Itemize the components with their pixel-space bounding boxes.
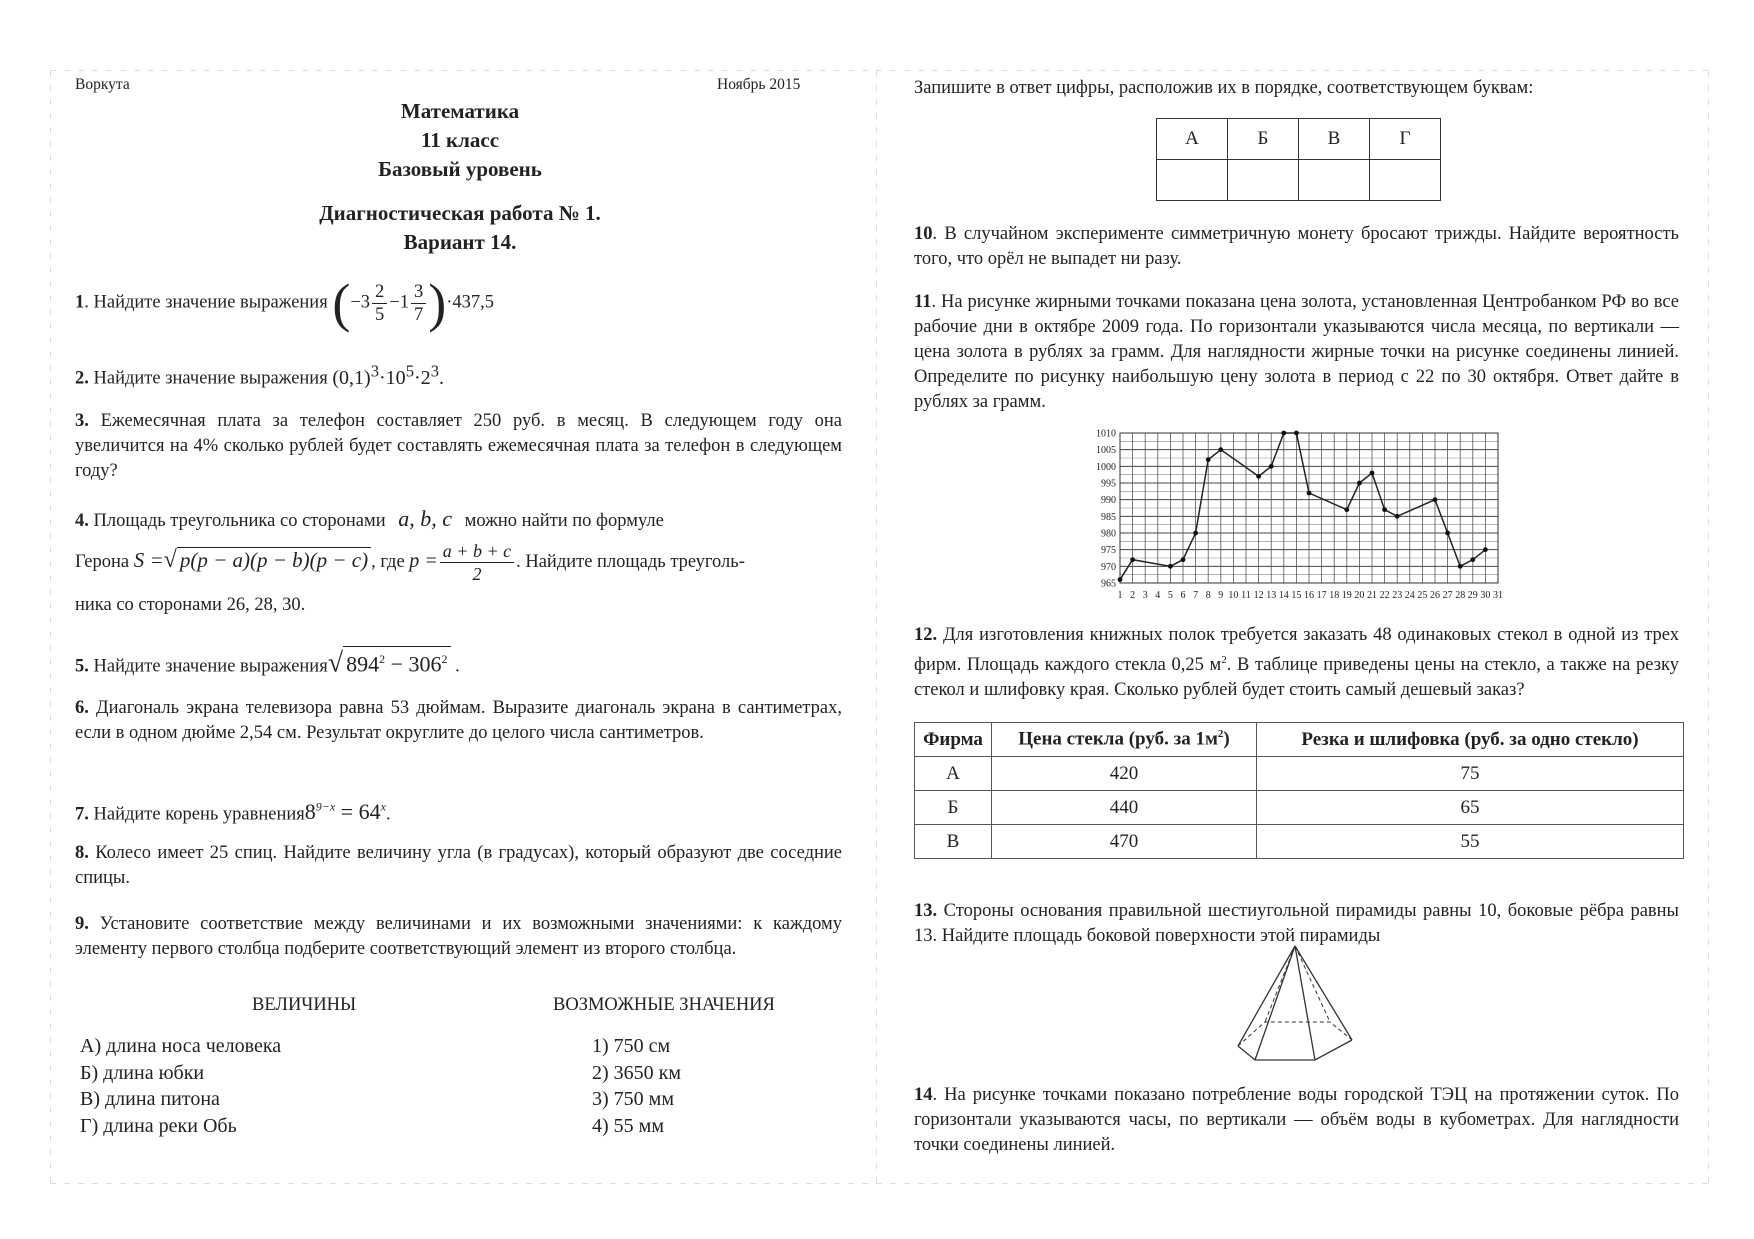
price-col-firm: Фирма	[915, 723, 992, 757]
chart-x-tick-label: 13	[1266, 590, 1277, 601]
chart-x-tick-label: 15	[1291, 590, 1302, 601]
table-row	[915, 757, 1684, 791]
chart-y-tick-label: 980	[1101, 528, 1116, 540]
q9-right-item: 2) 3650 км	[592, 1061, 682, 1084]
question-4-formula: Герона S =√ p(p − a)(p − b)(p − c) , где p = $\frac{a + b + c}{2}$ . Найдите площадь треуголь-	[75, 541, 745, 584]
chart-point	[1193, 531, 1198, 536]
chart-point	[1269, 464, 1274, 469]
q5-end: .	[455, 656, 460, 677]
q4-pnum: a + b + c	[440, 540, 514, 563]
q4-formula: S =	[133, 547, 164, 572]
q7-rhs: = 64	[340, 799, 381, 825]
q6-text: Диагональ экрана телевизора равна 53 дюймам. Выразите диагональ экрана в сантиметрах, если в одном дюйме 2,54 см. Результат округлите до целого числа сантиметров.	[75, 698, 842, 743]
variant-title: Вариант 14.	[403, 230, 517, 254]
table-row	[915, 791, 1684, 825]
q9-number: 9.	[75, 914, 89, 934]
q14-number: 14	[914, 1085, 933, 1105]
q9-left-item: В) длина питона	[80, 1088, 220, 1110]
question-1: 1. Найдите значение выражения (−3 $\frac{2}{5}$ −1 $\frac{3}{7}$ )·437,5	[75, 273, 494, 333]
chart-x-tick-label: 23	[1392, 590, 1403, 601]
chart-point	[1370, 471, 1375, 476]
chart-x-tick-label: 20	[1354, 590, 1365, 601]
cut-cell: 55	[1257, 825, 1684, 859]
q10-text: . В случайном эксперименте симметричную монету бросают трижды. Найдите вероятность того, что орёл не выпадет ни разу.	[914, 224, 1679, 269]
chart-point	[1307, 491, 1312, 496]
q4-p: p =	[409, 549, 438, 572]
q1-frac2-num: 3	[411, 281, 426, 304]
q2-e2: ·10	[379, 366, 406, 389]
chart-x-tick-label: 30	[1480, 590, 1491, 601]
q5-b: 306	[408, 651, 442, 677]
q9-right-item: 3) 750 мм	[592, 1088, 674, 1110]
q2-number: 2.	[75, 368, 89, 389]
price-table	[914, 722, 1684, 859]
chart-x-tick-label: 18	[1329, 590, 1340, 601]
chart-y-tick-label: 975	[1101, 545, 1116, 557]
q1-number: 1	[75, 292, 85, 313]
chart-x-tick-label: 25	[1417, 590, 1428, 601]
cut-cell: 75	[1257, 757, 1684, 791]
chart-point	[1118, 577, 1123, 582]
chart-grid	[1120, 433, 1498, 583]
q4-heron: Герона	[75, 551, 130, 572]
q11-text: . На рисунке жирными точками показана цена золота, установленная Центробанком РФ во все рабочие дни в октябре 2009 года. По горизонтали указываются числа месяца, по вертикали — цена золота в рублях за грамм. Для наглядности жирные точки на рисунке соединены линией. Определите по рисунку наибольшую цену золота в период с 22 по 30 октября. Ответ дайте в рублях за грамм.	[914, 292, 1679, 412]
q9-col1-header: ВЕЛИЧИНЫ	[252, 995, 357, 1015]
answer-table	[1156, 118, 1441, 201]
q1-tail: ·437,5	[446, 292, 494, 313]
chart-x-tick-label: 10	[1228, 590, 1239, 601]
q12-text1: Для изготовления книжных полок требуется заказать 48 одинаковых стекол в одной из трех фирм. Площадь каждого стекла 0,25 м	[914, 625, 1680, 676]
chart-point	[1130, 557, 1135, 562]
q5-pw1: 2	[379, 652, 386, 666]
level-title: Базовый уровень	[378, 157, 542, 181]
answer-letter: А	[1157, 119, 1228, 160]
q2-text: Найдите значение выражения	[93, 368, 328, 389]
chart-y-tick-label: 1000	[1096, 461, 1116, 473]
chart-y-tick-label: 1010	[1096, 428, 1116, 440]
question-7	[75, 795, 845, 827]
chart-point	[1433, 497, 1438, 502]
chart-x-tick-label: 4	[1155, 590, 1161, 601]
q8-number: 8.	[75, 843, 89, 863]
chart-point	[1168, 564, 1173, 569]
chart-point	[1181, 557, 1186, 562]
q7-number: 7.	[75, 804, 89, 825]
price-table-header	[915, 723, 1684, 757]
chart-y-tick-label: 965	[1101, 578, 1116, 590]
firm-cell: Б	[915, 791, 992, 825]
chart-x-tick-label: 11	[1241, 590, 1251, 601]
q7-rexp: x	[380, 800, 386, 814]
question-6	[75, 696, 842, 746]
chart-point	[1256, 474, 1261, 479]
q10-number: 10	[914, 224, 933, 244]
q4-text4: ника со сторонами 26, 28, 30.	[75, 595, 306, 615]
q9-left-item: А) длина носа человека	[80, 1035, 282, 1057]
chart-x-tick-label: 17	[1316, 590, 1327, 601]
chart-y-tick-label: 1005	[1096, 445, 1116, 457]
question-11	[914, 290, 1679, 415]
chart-x-tick-label: 1	[1117, 590, 1123, 601]
price-cell: 440	[992, 791, 1257, 825]
q2-end: .	[439, 366, 445, 389]
q8-text: Колесо имеет 25 спиц. Найдите величину угла (в градусах), который образуют две соседние спицы.	[75, 843, 842, 888]
work-title: Диагностическая работа № 1.	[319, 201, 601, 225]
chart-y-tick-label: 990	[1101, 495, 1116, 507]
chart-x-tick-label: 2	[1130, 590, 1136, 601]
header-city: Воркута	[75, 76, 130, 93]
q1-frac2-den: 7	[413, 304, 424, 325]
q11-number: 11	[914, 292, 932, 312]
answer-cell[interactable]	[1228, 160, 1299, 201]
question-8	[75, 841, 842, 891]
chart-y-tick-label: 970	[1101, 561, 1116, 573]
gold-price-chart	[1080, 423, 1510, 605]
price-col-cut: Резка и шлифовка (руб. за одно стекло)	[1257, 723, 1684, 757]
q9-text: Установите соответствие между величинами и их возможными значениями: к каждому элементу первого столбца подберите соответствующий элемент из второго столбца.	[75, 914, 842, 959]
chart-points	[1118, 431, 1488, 582]
question-12	[914, 623, 1679, 703]
q4-pden: 2	[472, 564, 482, 584]
grade-title: 11 класс	[420, 128, 500, 152]
price-col-glass-sup: 2	[1217, 728, 1224, 741]
q1-frac1-den: 5	[375, 304, 385, 325]
answer-cell[interactable]	[1370, 160, 1441, 201]
chart-y-tick-label: 995	[1101, 478, 1116, 490]
question-3	[75, 409, 842, 484]
question-10	[914, 222, 1679, 272]
q13-number: 13.	[914, 901, 938, 921]
firm-cell: В	[915, 825, 992, 859]
chart-point	[1458, 564, 1463, 569]
q9-left-list	[80, 1033, 281, 1139]
question-5: 5. Найдите значение выражения√ $894^2 - 306^2$ .	[75, 647, 460, 679]
chart-point	[1470, 557, 1475, 562]
chart-x-tick-label: 8	[1205, 590, 1211, 601]
q4-number: 4.	[75, 511, 89, 531]
chart-x-tick-label: 21	[1367, 590, 1377, 601]
q1-frac1-num: 2	[372, 281, 387, 304]
q5-number: 5.	[75, 656, 89, 677]
q1-text: Найдите значение выражения	[93, 292, 328, 313]
q4-where: , где	[371, 551, 405, 572]
chart-x-tick-label: 27	[1442, 590, 1453, 601]
chart-point	[1294, 431, 1299, 436]
table-row	[915, 825, 1684, 859]
q9-col2-header: ВОЗМОЖНЫЕ ЗНАЧЕНИЯ	[553, 995, 775, 1015]
q9-right-list	[592, 1033, 681, 1139]
chart-y-ticks	[1096, 429, 1116, 590]
chart-point	[1445, 531, 1450, 536]
q12-sup: 2	[1221, 654, 1227, 666]
q2-p1: 3	[370, 361, 380, 380]
q4-vars: a, b, c	[398, 506, 452, 531]
firm-cell: А	[915, 757, 992, 791]
question-9	[75, 912, 842, 962]
chart-x-tick-label: 6	[1180, 590, 1186, 601]
chart-x-tick-label: 7	[1193, 590, 1199, 601]
answer-cell[interactable]	[1157, 160, 1228, 201]
question-4	[75, 506, 845, 534]
q12-number: 12.	[914, 625, 938, 645]
chart-point	[1206, 457, 1211, 462]
chart-point	[1357, 481, 1362, 486]
q13-text: Стороны основания правильной шестиугольной пирамиды равны 10, боковые рёбра равны 13. Найдите площадь боковой поверхности этой пирамиды	[914, 901, 1679, 946]
chart-x-tick-label: 5	[1167, 590, 1173, 601]
q9-left-item: Г) длина реки Обь	[80, 1114, 237, 1137]
chart-x-tick-label: 14	[1278, 590, 1289, 601]
q9-right-item: 4) 55 мм	[592, 1114, 664, 1137]
chart-x-tick-label: 3	[1142, 590, 1148, 601]
answer-letter: Г	[1370, 119, 1441, 160]
q6-number: 6.	[75, 698, 89, 718]
q1-term1: −3	[350, 292, 371, 313]
chart-x-tick-label: 31	[1493, 590, 1503, 601]
chart-x-tick-label: 24	[1404, 590, 1415, 601]
question-14	[914, 1083, 1679, 1158]
title-block	[255, 97, 665, 257]
chart-x-ticks	[1118, 590, 1504, 601]
q4-text3: . Найдите площадь треуголь-	[516, 551, 745, 572]
price-cell: 470	[992, 825, 1257, 859]
q7-end: .	[385, 804, 391, 825]
chart-point	[1344, 507, 1349, 512]
price-cell: 420	[992, 757, 1257, 791]
chart-x-tick-label: 9	[1218, 590, 1224, 601]
price-col-glass-label: Цена стекла (руб. за 1м	[1018, 728, 1218, 750]
q5-pw2: 2	[441, 652, 448, 666]
hexagonal-pyramid-figure	[1230, 942, 1360, 1064]
answer-cell[interactable]	[1299, 160, 1370, 201]
answer-instruction: Запишите в ответ цифры, расположив их в порядке, соответствующем буквам:	[914, 78, 1534, 98]
price-col-glass	[992, 723, 1257, 757]
chart-point	[1483, 547, 1488, 552]
q5-text: Найдите значение выражения	[93, 656, 328, 677]
chart-x-tick-label: 19	[1341, 590, 1352, 601]
q14-text: . На рисунке точками показано потребление воды городской ТЭЦ на протяжении суток. По горизонтали указываются часы, по вертикали — объём воды в кубометрах. Для наглядности точки соединены линией.	[914, 1085, 1679, 1155]
chart-x-tick-label: 26	[1430, 590, 1440, 601]
question-2	[75, 358, 845, 392]
q2-e1: (0,1)	[332, 366, 371, 389]
chart-x-tick-label: 28	[1455, 590, 1466, 601]
chart-x-tick-label: 22	[1379, 590, 1390, 601]
price-col-glass-end: )	[1223, 728, 1230, 750]
q2-e3: ·2	[414, 366, 431, 389]
q4-text2: можно найти по формуле	[464, 511, 664, 531]
chart-point	[1395, 514, 1400, 519]
q5-a: 894	[346, 651, 380, 677]
chart-point	[1281, 431, 1286, 436]
answer-letter: В	[1299, 119, 1370, 160]
q3-text: Ежемесячная плата за телефон составляет 250 руб. в месяц. В следующем году она увеличится на 4% сколько рублей будет составлять ежемесячная плата за телефон в следующем году?	[75, 411, 842, 481]
q9-right-item: 1) 750 см	[592, 1035, 671, 1057]
subject-title: Математика	[400, 99, 520, 123]
q3-number: 3.	[75, 411, 89, 431]
chart-point	[1382, 507, 1387, 512]
q2-p2: 5	[405, 361, 415, 380]
q4-text1: Площадь треугольника со сторонами	[93, 511, 386, 531]
cut-cell: 65	[1257, 791, 1684, 825]
q4-radicand: p(p − a)(p − b)(p − c)	[177, 547, 371, 573]
q7-base: 8	[304, 799, 316, 825]
chart-x-tick-label: 29	[1467, 590, 1478, 601]
chart-point	[1218, 447, 1223, 452]
chart-x-tick-label: 12	[1253, 590, 1264, 601]
header-date: Ноябрь 2015	[717, 76, 801, 93]
answer-letter: Б	[1228, 119, 1299, 160]
q1-term2: −1	[389, 292, 409, 313]
q7-exp: 9−x	[315, 800, 336, 814]
q7-text: Найдите корень уравнения	[93, 804, 305, 825]
chart-series-line	[1120, 433, 1485, 580]
q9-left-item: Б) длина юбки	[80, 1061, 205, 1084]
q2-p3: 3	[430, 361, 440, 380]
q12-text2: . В таблице приведены цены на стекло, а также на резку стекол и шлифовку края. Сколько рублей будет стоить самый дешевый заказ?	[914, 655, 1679, 701]
chart-y-tick-label: 985	[1101, 511, 1116, 523]
chart-x-tick-label: 16	[1304, 590, 1314, 601]
